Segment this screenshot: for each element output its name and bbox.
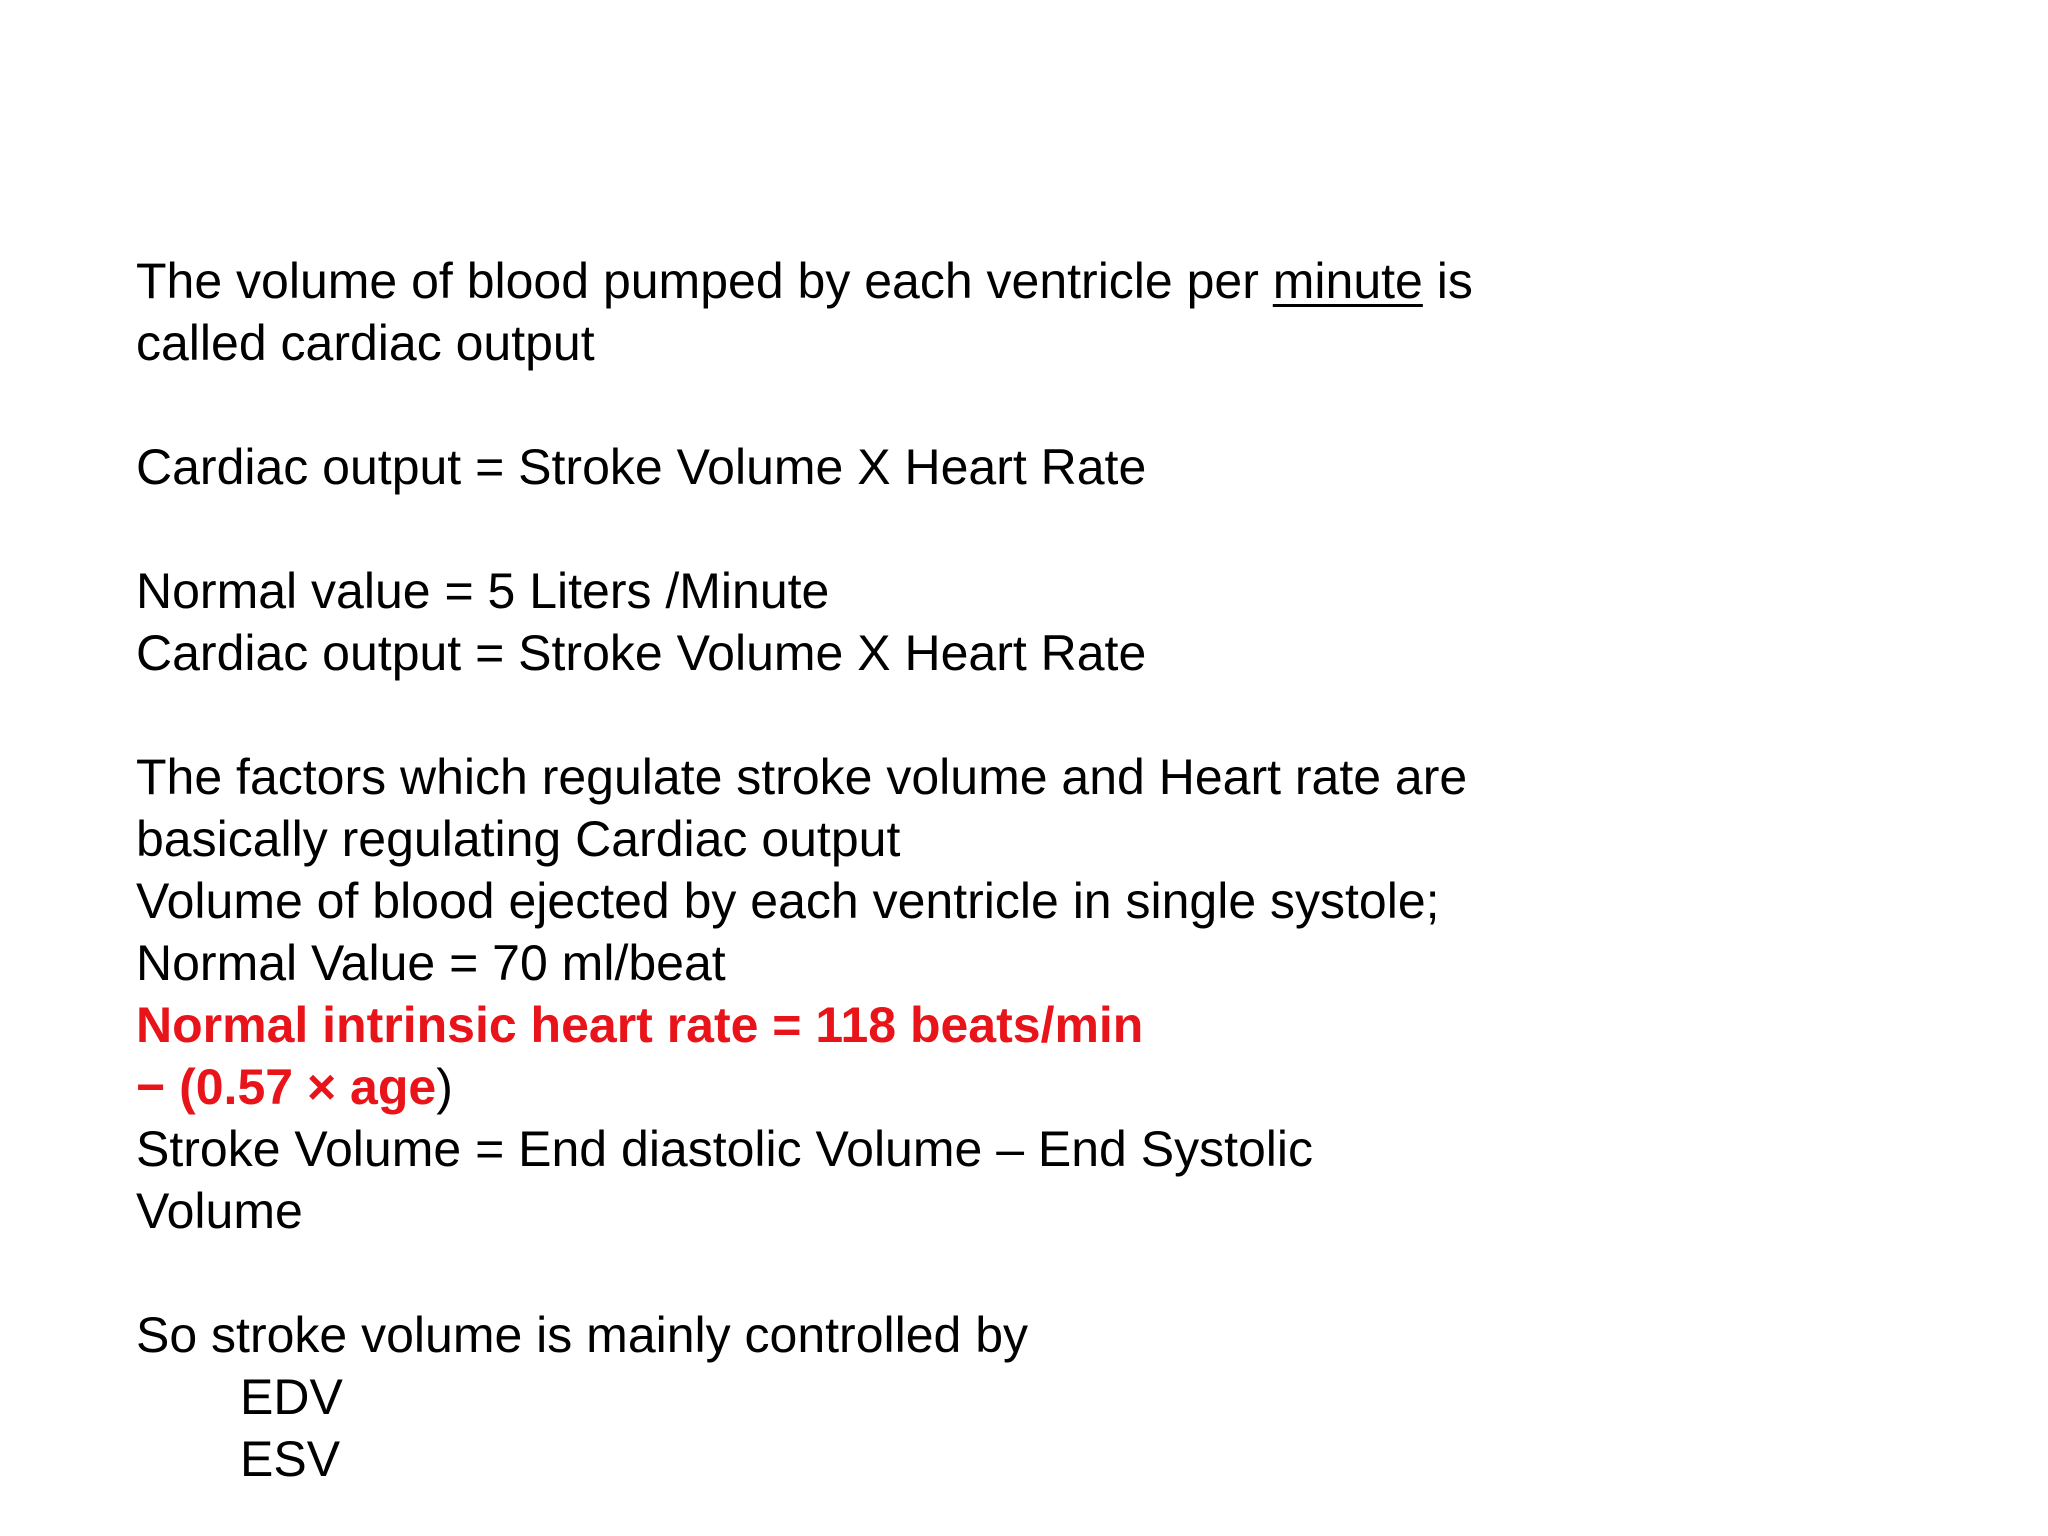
- spacer: [136, 374, 1756, 436]
- closing-parenthesis: ): [436, 1059, 453, 1115]
- factors-line-1: The factors which regulate stroke volume and Heart rate are: [136, 749, 1468, 805]
- controlled-by-intro: So stroke volume is mainly controlled by: [136, 1307, 1029, 1363]
- stroke-volume-definition: Volume of blood ejected by each ventricle in single systole;: [136, 873, 1440, 929]
- cardiac-output-formula: Cardiac output = Stroke Volume X Heart Rate: [136, 439, 1147, 495]
- stroke-volume-formula-line-1: Stroke Volume = End diastolic Volume – End Systolic: [136, 1121, 1314, 1177]
- intrinsic-heart-rate-age-term: − (0.57 × age: [136, 1059, 437, 1115]
- spacer: [136, 1242, 1756, 1304]
- definition-line-2: called cardiac output: [136, 315, 595, 371]
- intrinsic-heart-rate-line-1: Normal intrinsic heart rate = 118 beats/min: [136, 997, 1144, 1053]
- slide-body: [136, 250, 1756, 1490]
- controlled-by-item-esv: ESV: [240, 1431, 341, 1487]
- stroke-volume-formula-line-2: Volume: [136, 1183, 303, 1239]
- definition-text-end: is: [1422, 253, 1473, 309]
- cardiac-output-formula-repeat: Cardiac output = Stroke Volume X Heart Rate: [136, 625, 1147, 681]
- factors-line-2: basically regulating Cardiac output: [136, 811, 901, 867]
- spacer: [136, 684, 1756, 746]
- definition-line-1: [136, 250, 1756, 312]
- intrinsic-heart-rate-line-2: [136, 1056, 1756, 1118]
- stroke-volume-normal-value: Normal Value = 70 ml/beat: [136, 935, 726, 991]
- underlined-minute: minute: [1272, 253, 1423, 309]
- controlled-by-item-edv: EDV: [240, 1369, 343, 1425]
- normal-value-line: Normal value = 5 Liters /Minute: [136, 563, 830, 619]
- spacer: [136, 498, 1756, 560]
- definition-text-start: The volume of blood pumped by each ventricle per: [136, 253, 1273, 309]
